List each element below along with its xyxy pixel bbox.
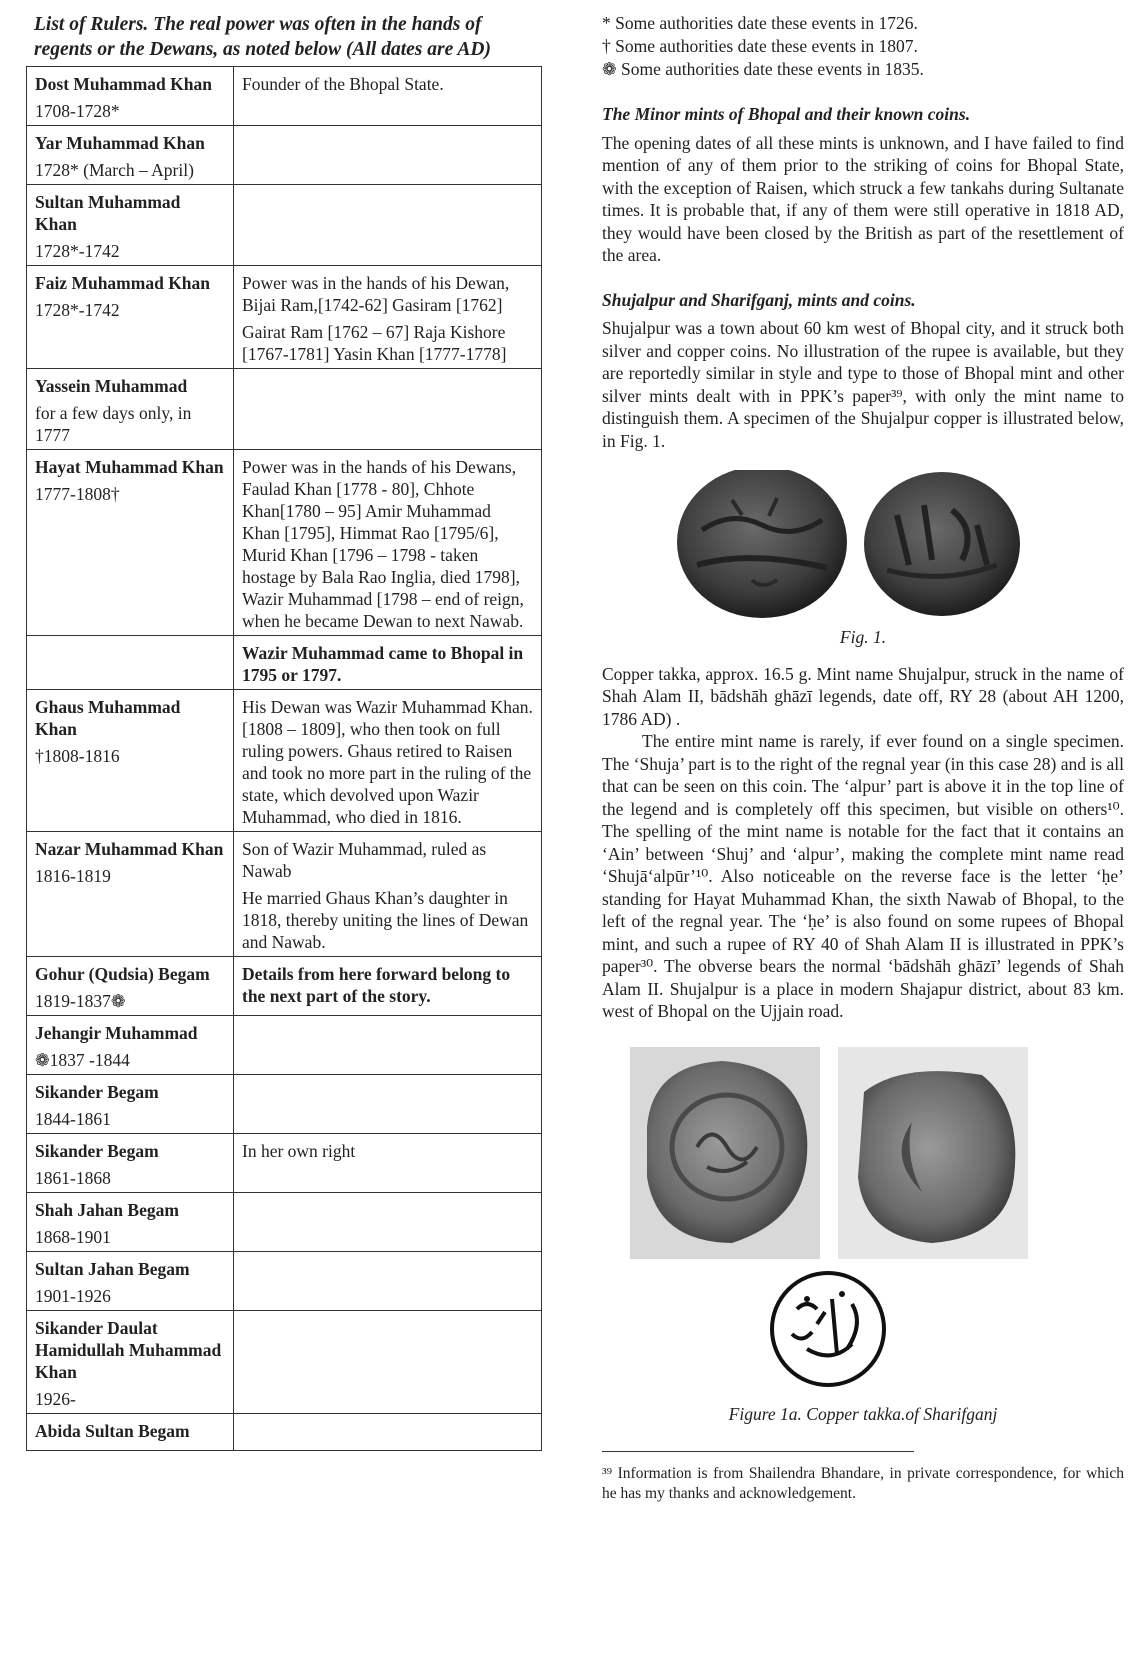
ruler-name: Sikander Begam <box>35 1141 159 1161</box>
paragraph-mint-name: The entire mint name is rarely, if ever found on a single specimen. The ‘Shuja’ part is to the right of the regnal year (in this case 28) and is all that can be seen on this coin. The ‘alpur’ part is above it in the top line of the legend and is completely off this specimen, but visible on others¹⁰. The spelling of the mint name is notable for the fact that it contains an ‘Ain’ between ‘Shuj’ and ‘alpur’, making the complete mint name read ‘Shujā‘alpūr’¹⁰. Also noticeable on the reverse face is the letter ‘ḥe’ standing for Hayat Muhammad Khan, the sixth Nawab of Bhopal, to the left of the regnal year. The ‘ḥe’ is also found on some rupees of Bhopal mint, and such a rupee of RY 40 of Shah Alam II is illustrated in PPK’s paper³⁰. The obverse bears the normal ‘bādshāh ghāzī’ legends of Shah Alam II. Shujalpur is a place in modern Shajapur district, about 83 km. west of Bhopal on the Ujjain road. <box>602 731 1124 1021</box>
ruler-date: ❁1837 -1844 <box>35 1050 130 1070</box>
ruler-cell <box>27 450 234 636</box>
ruler-name: Faiz Muhammad Khan <box>35 273 211 293</box>
figure-1-caption: Fig. 1. <box>839 627 887 647</box>
ruler-row <box>27 1252 542 1311</box>
ruler-date: 1861-1868 <box>35 1168 111 1188</box>
figure-1a-caption: Figure 1a. Copper takka.of Sharifganj <box>728 1403 998 1424</box>
paragraph-minor-mints: The opening dates of all these mints is unknown, and I have failed to find mention of any of them prior to the striking of coins for Bhopal State, with the exception of Raisen, which struck a few tankahs during Sultanate times. It is probable that, if any of them were still operative in 1818 AD, they would have been closed by the British as part of the resettlement of the area. <box>602 132 1124 265</box>
ruler-row <box>27 126 542 185</box>
ruler-row <box>27 67 542 126</box>
ruler-cell <box>27 67 234 126</box>
notes-cell <box>234 1414 542 1451</box>
notes-cell <box>234 126 542 185</box>
ruler-row <box>27 1414 542 1451</box>
notes-cell <box>234 450 542 636</box>
figure-1 <box>602 470 1124 620</box>
ruler-row <box>27 1311 542 1414</box>
notes-cell <box>234 1075 542 1134</box>
ruler-cell <box>27 832 234 957</box>
ruler-cell <box>27 1252 234 1311</box>
ruler-row <box>27 1016 542 1075</box>
ruler-name: Gohur (Qudsia) Begam <box>35 964 210 984</box>
ruler-note-continued: He married Ghaus Khan’s daughter in 1818, thereby uniting the lines of Dewan and Nawab. <box>242 888 529 952</box>
ruler-date: 1816-1819 <box>35 866 111 886</box>
ruler-row <box>27 1075 542 1134</box>
rulers-section <box>26 12 542 1451</box>
ruler-name: Abida Sultan Begam <box>35 1421 190 1441</box>
ruler-row <box>27 185 542 266</box>
ruler-note: In her own right <box>242 1141 356 1161</box>
ruler-cell <box>27 1193 234 1252</box>
figure-1a-photo <box>602 1047 1124 1259</box>
ruler-note: Founder of the Bhopal State. <box>242 74 444 94</box>
notes-cell <box>234 1311 542 1414</box>
footnote-rule <box>602 1451 914 1452</box>
ruler-date: 1777-1808† <box>35 484 120 504</box>
ruler-row <box>27 1134 542 1193</box>
rulers-table <box>26 66 542 1451</box>
ruler-cell <box>27 185 234 266</box>
ruler-note: His Dewan was Wazir Muhammad Khan.[1808 – 1809], who then took on full ruling powers. Ghaus retired to Raisen and took no more part in the ruling of the state, which devolved upon Wazir Muhammad, who died in 1816. <box>242 697 533 827</box>
coin-pair-image <box>602 470 1124 620</box>
coin-description: Copper takka, approx. 16.5 g. Mint name Shujalpur, struck in the name of Shah Alam II, bādshāh ghāzī legends, date off, RY 28 (about AH 1200, 1786 AD) . <box>602 663 1124 729</box>
ruler-cell <box>27 690 234 832</box>
ruler-date: 1708-1728* <box>35 101 120 121</box>
coin-reverse-image <box>864 472 1020 616</box>
footnote: ³⁹ Information is from Shailendra Bhandare, in private correspondence, for which he has my thanks and acknowledgement. <box>602 1465 1124 1502</box>
ruler-date: 1901-1926 <box>35 1286 111 1306</box>
notes-cell <box>234 690 542 832</box>
ruler-date: 1868-1901 <box>35 1227 111 1247</box>
notes-cell <box>234 1134 542 1193</box>
ruler-name: Dost Muhammad Khan <box>35 74 212 94</box>
ruler-row <box>27 450 542 636</box>
ruler-name: Ghaus Muhammad Khan <box>35 697 181 739</box>
ruler-note: Power was in the hands of his Dewan, Bijai Ram,[1742-62] Gasiram [1762] <box>242 273 510 315</box>
ruler-cell <box>27 957 234 1016</box>
notes-cell <box>234 266 542 369</box>
ruler-date: †1808-1816 <box>35 746 120 766</box>
ruler-name: Shah Jahan Begam <box>35 1200 179 1220</box>
ruler-note: Wazir Muhammad came to Bhopal in 1795 or 1797. <box>242 643 524 685</box>
ruler-name: Hayat Muhammad Khan <box>35 457 224 477</box>
notes-cell <box>234 636 542 690</box>
ruler-row <box>27 1193 542 1252</box>
ruler-date: for a few days only, in 1777 <box>35 403 192 445</box>
ruler-row <box>27 369 542 450</box>
ruler-note: Details from here forward belong to the next part of the story. <box>242 964 511 1006</box>
notes-cell <box>234 1193 542 1252</box>
notes-cell <box>234 957 542 1016</box>
ruler-row <box>27 690 542 832</box>
text-column <box>602 12 1124 1504</box>
ruler-name: Sikander Begam <box>35 1082 159 1102</box>
ruler-note-continued: Gairat Ram [1762 – 67] Raja Kishore [1767-1781] Yasin Khan [1777-1778] <box>242 322 507 364</box>
coin-obverse-image <box>677 470 847 618</box>
notes-cell <box>234 1252 542 1311</box>
paragraph-shujalpur: Shujalpur was a town about 60 km west of Bhopal city, and it struck both silver and copper coins. No illustration of the rupee is available, but they are reportedly similar in style and type to those of Bhopal mint and other silver mints dealt with in PPK’s paper³⁹, with only the mint name to distinguish them. A specimen of the Shujalpur copper is illustrated below, in Fig. 1. <box>602 318 1124 451</box>
ruler-date: 1728* (March – April) <box>35 160 194 180</box>
ruler-name: Sultan Jahan Begam <box>35 1259 190 1279</box>
notes-cell <box>234 185 542 266</box>
ruler-cell <box>27 369 234 450</box>
ruler-name: Sultan Muhammad Khan <box>35 192 181 234</box>
ruler-cell <box>27 1414 234 1451</box>
ruler-name: Yassein Muhammad <box>35 376 188 396</box>
ruler-row <box>27 957 542 1016</box>
ruler-row <box>27 266 542 369</box>
ruler-name: Yar Muhammad Khan <box>35 133 205 153</box>
notes-cell <box>234 1016 542 1075</box>
ruler-date: 1728*-1742 <box>35 300 120 320</box>
date-notes <box>602 12 1124 81</box>
ruler-cell <box>27 126 234 185</box>
table-caption: List of Rulers. The real power was often in the hands of regents or the Dewans, as noted below (All dates are AD) <box>34 14 491 60</box>
date-note: * Some authorities date these events in 1726. <box>602 13 918 33</box>
figure-1a-drawing <box>602 1269 1124 1389</box>
date-note: † Some authorities date these events in 1807. <box>602 36 918 56</box>
ruler-date: 1819-1837❁ <box>35 991 126 1011</box>
ruler-date: 1728*-1742 <box>35 241 120 261</box>
section-title-shujalpur: Shujalpur and Sharifganj, mints and coins. <box>602 289 916 310</box>
ruler-name: Nazar Muhammad Khan <box>35 839 224 859</box>
notes-cell <box>234 832 542 957</box>
sharifganj-coin-image <box>602 1047 1124 1259</box>
date-note: ❁ Some authorities date these events in 1835. <box>602 59 924 79</box>
ruler-name: Sikander Daulat Hamidullah Muhammad Khan <box>35 1318 222 1382</box>
section-title-minor-mints: The Minor mints of Bhopal and their known coins. <box>602 104 971 124</box>
ruler-date: 1926- <box>35 1389 76 1409</box>
ruler-cell <box>27 1134 234 1193</box>
notes-cell <box>234 369 542 450</box>
ruler-note: Power was in the hands of his Dewans, Faulad Khan [1778 - 80], Chhote Khan[1780 – 95] Amir Muhammad Khan [1795], Himmat Rao [1795/6], Murid Khan [1796 – 1798 - taken hostage by Bala Rao Inglia, died 1798], Wazir Muhammad [1798 – end of reign, when he became Dewan to next Nawab. <box>242 457 524 631</box>
ruler-row <box>27 832 542 957</box>
notes-cell <box>234 67 542 126</box>
ruler-cell <box>27 266 234 369</box>
ruler-cell <box>27 1311 234 1414</box>
ruler-cell <box>27 1016 234 1075</box>
ruler-note: Son of Wazir Muhammad, ruled as Nawab <box>242 839 487 881</box>
ruler-date: 1844-1861 <box>35 1109 111 1129</box>
ruler-row <box>27 636 542 690</box>
ruler-cell <box>27 636 234 690</box>
calligraphy-seal-image <box>602 1269 1124 1389</box>
ruler-cell <box>27 1075 234 1134</box>
ruler-name: Jehangir Muhammad <box>35 1023 198 1043</box>
